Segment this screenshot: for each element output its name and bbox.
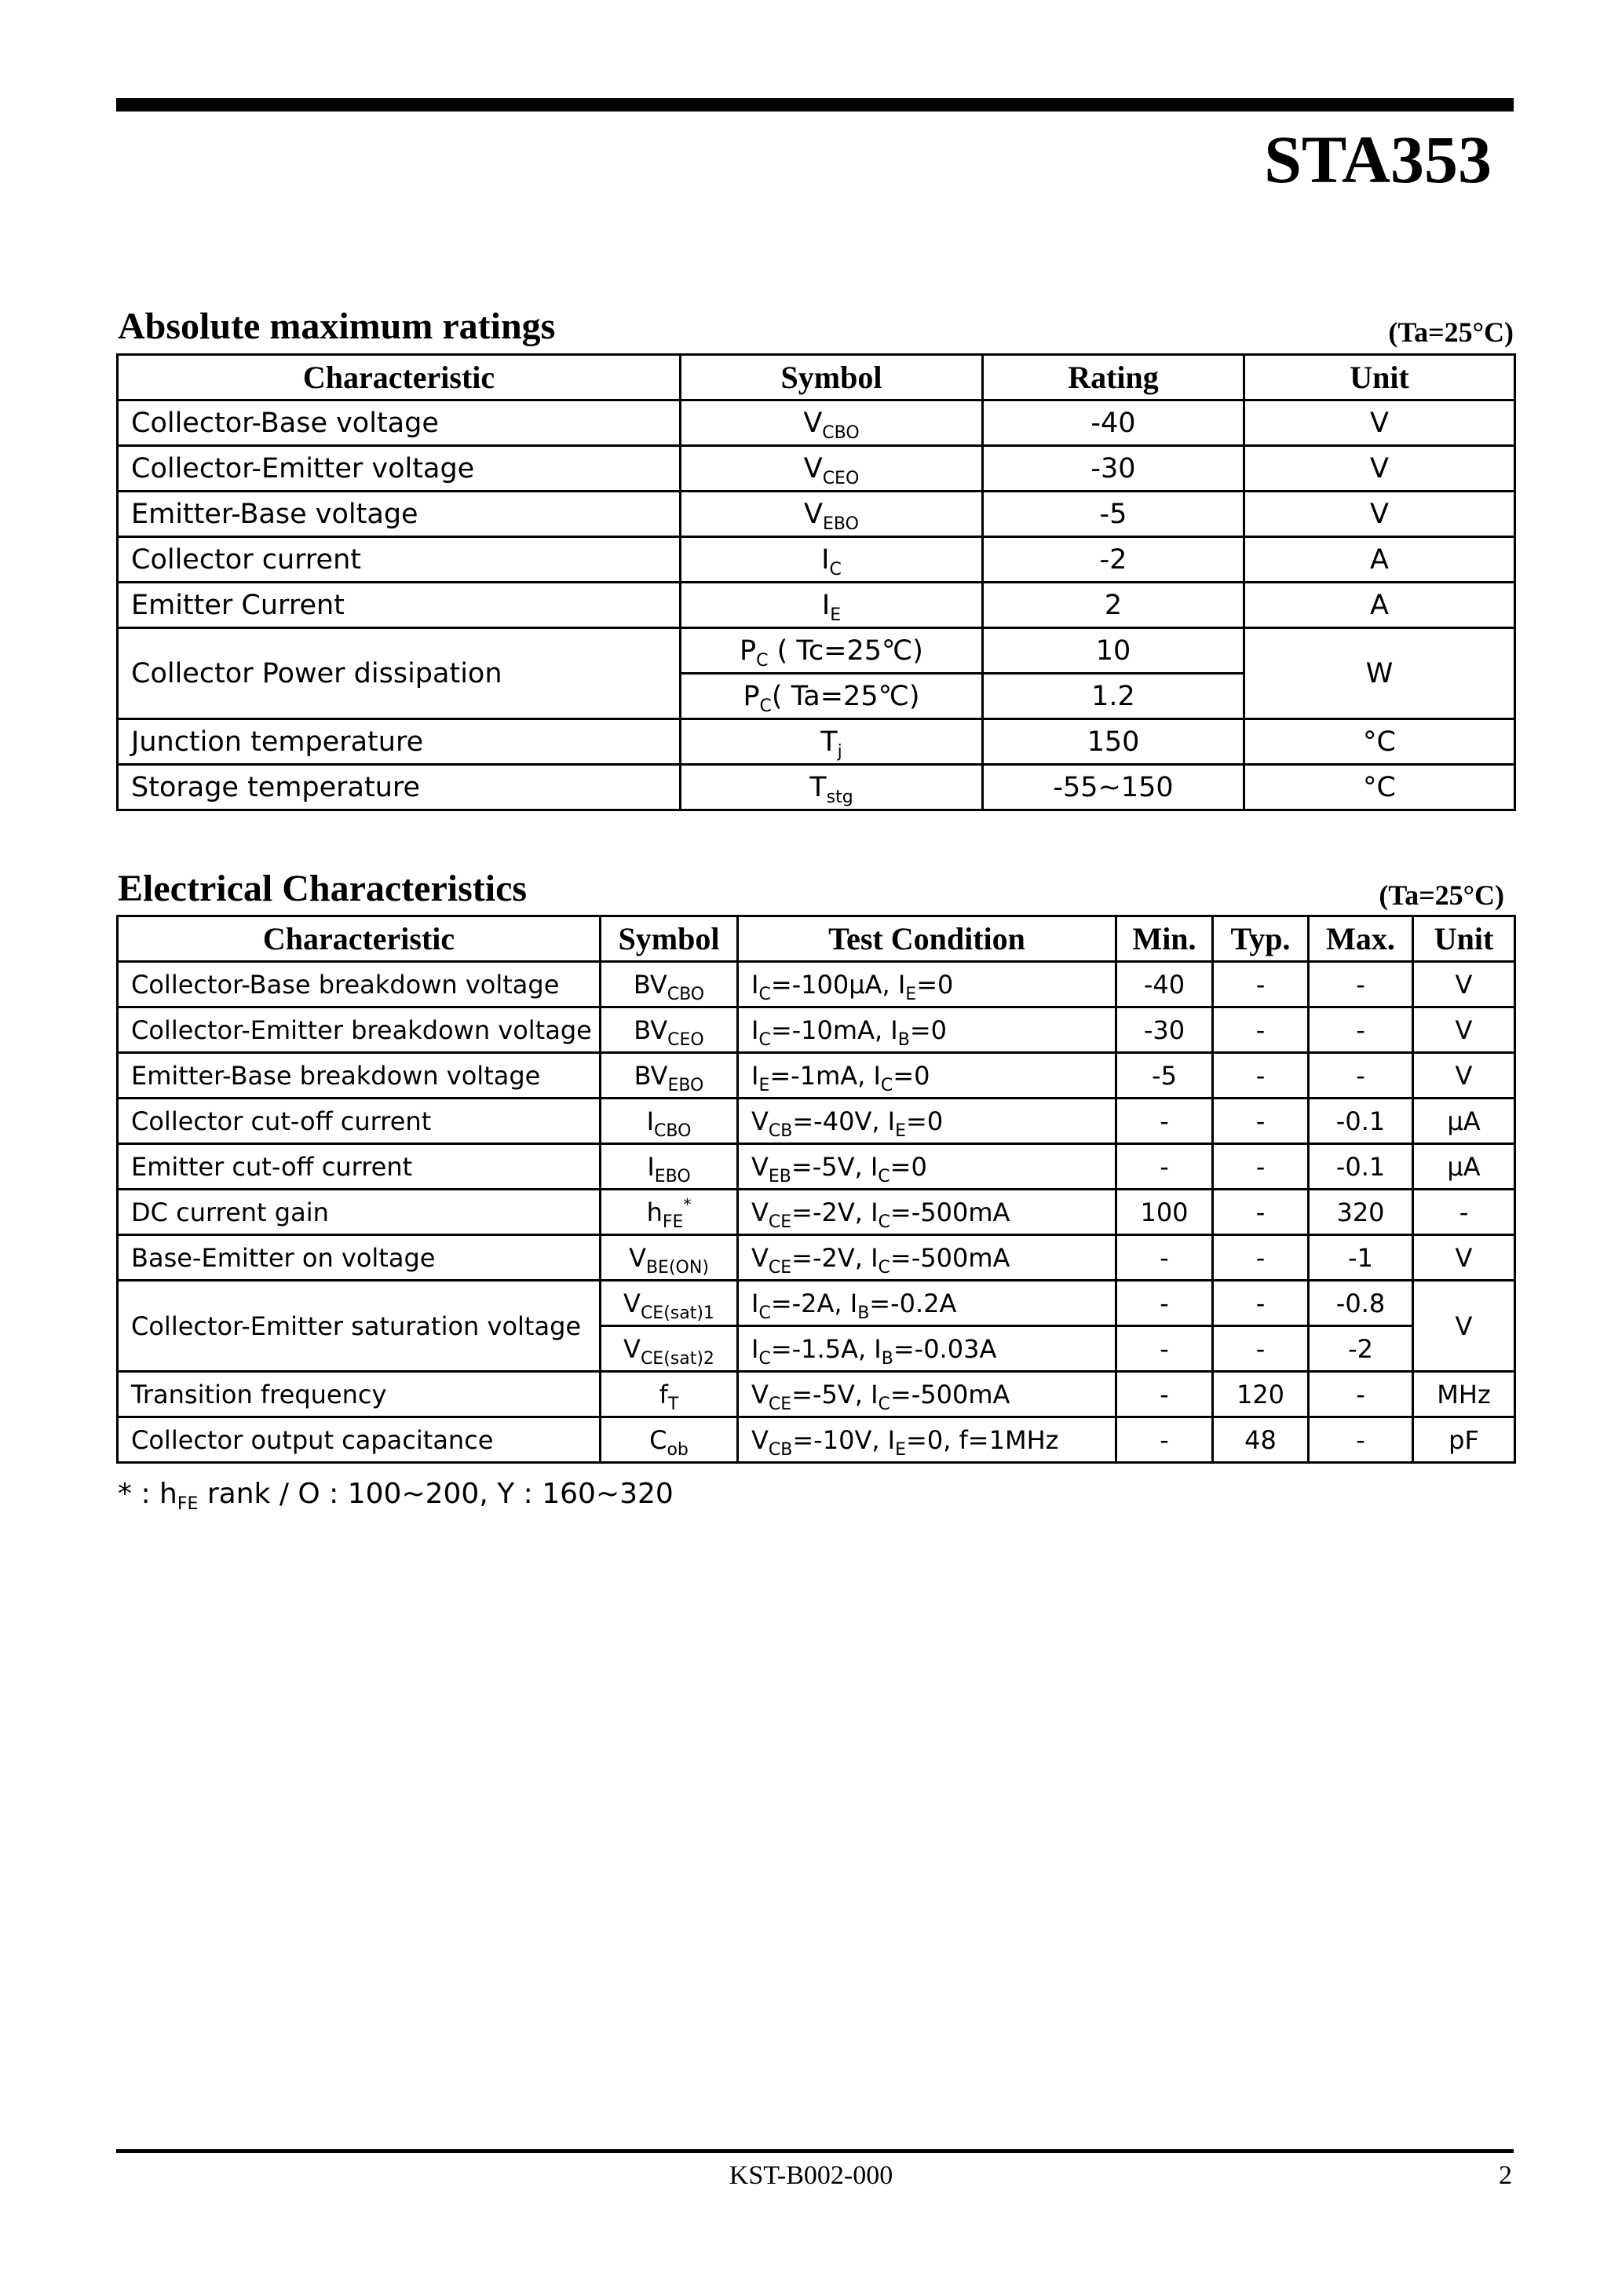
condition-sub: C	[878, 1394, 890, 1414]
symbol-base: V	[803, 407, 823, 439]
symbol-subscript: C	[829, 559, 842, 579]
min-cell: 100	[1116, 1190, 1213, 1235]
condition-var: I	[871, 1242, 879, 1273]
symbol-subscript: FE	[662, 1212, 684, 1232]
condition-sub: CB	[768, 1439, 793, 1460]
condition-var: V	[751, 1424, 769, 1455]
symbol-base: BV	[634, 1015, 668, 1045]
header-test-condition: Test Condition	[738, 916, 1116, 962]
table-row	[118, 1281, 1515, 1326]
symbol-base: BV	[633, 969, 667, 1000]
amr-section-title: Absolute maximum ratings	[118, 305, 556, 347]
condition-sub: C	[878, 1257, 890, 1278]
min-cell: -	[1116, 1326, 1213, 1372]
condition-sub: C	[758, 984, 771, 1004]
characteristic-cell: Storage temperature	[118, 765, 681, 810]
table-row	[118, 719, 1515, 765]
unit-cell: V	[1244, 400, 1515, 446]
table-header-row	[118, 916, 1515, 962]
typ-cell: -	[1213, 1144, 1309, 1190]
symbol-cell	[601, 1099, 738, 1144]
condition-value: =0	[890, 1151, 927, 1182]
characteristic-cell: Emitter-Base breakdown voltage	[118, 1053, 601, 1099]
ec-section-title: Electrical Characteristics	[118, 868, 528, 909]
test-condition-cell	[738, 1144, 1116, 1190]
max-cell: -0.1	[1309, 1144, 1413, 1190]
symbol-subscript: CEO	[822, 468, 860, 488]
condition-var: I	[887, 1424, 896, 1455]
condition-value: =-500mA	[890, 1242, 1010, 1273]
condition-value: =-10mA,	[770, 1015, 891, 1045]
condition-sub: B	[857, 1303, 870, 1323]
table-row	[118, 1007, 1515, 1053]
condition-var: V	[751, 1106, 769, 1136]
condition-value: =-500mA	[890, 1197, 1010, 1227]
rating-cell: -2	[983, 537, 1244, 583]
header-unit: Unit	[1413, 916, 1515, 962]
symbol-suffix: ( Ta=25℃)	[771, 680, 920, 712]
symbol-subscript: E	[830, 605, 842, 625]
condition-value: =-1.5A,	[770, 1333, 875, 1364]
condition-value: =-0.03A	[893, 1333, 997, 1364]
condition-value: =-5V,	[791, 1151, 871, 1182]
min-cell: -40	[1116, 962, 1213, 1007]
unit-cell: A	[1244, 583, 1515, 628]
unit-cell: °C	[1244, 719, 1515, 765]
header-symbol: Symbol	[681, 355, 983, 400]
symbol-subscript: EBO	[823, 514, 859, 534]
symbol-cell	[601, 1144, 738, 1190]
condition-sub: B	[881, 1348, 893, 1369]
test-condition-cell	[738, 1281, 1116, 1326]
symbol-cell	[681, 674, 983, 719]
table-row	[118, 583, 1515, 628]
test-condition-cell	[738, 1190, 1116, 1235]
symbol-cell	[681, 400, 983, 446]
symbol-cell	[681, 628, 983, 674]
min-cell: -30	[1116, 1007, 1213, 1053]
typ-cell: -	[1213, 1099, 1309, 1144]
unit-cell: A	[1244, 537, 1515, 583]
condition-value: =-5V,	[791, 1379, 871, 1409]
unit-cell: V	[1244, 492, 1515, 537]
max-cell: -2	[1309, 1326, 1413, 1372]
condition-var: I	[751, 1015, 759, 1045]
table-row	[118, 492, 1515, 537]
characteristic-cell: DC current gain	[118, 1190, 601, 1235]
characteristic-cell: Transition frequency	[118, 1372, 601, 1417]
table-row	[118, 962, 1515, 1007]
table-row	[118, 537, 1515, 583]
table-row	[118, 1417, 1515, 1463]
condition-var: V	[751, 1242, 769, 1273]
symbol-base: I	[821, 589, 831, 621]
condition-value: =0, f=1MHz	[906, 1424, 1059, 1455]
symbol-cell	[681, 583, 983, 628]
symbol-subscript: CBO	[667, 984, 705, 1004]
table-row	[118, 446, 1515, 492]
test-condition-cell	[738, 1372, 1116, 1417]
symbol-base: C	[649, 1424, 667, 1455]
condition-sub: CE	[768, 1394, 792, 1414]
unit-cell: °C	[1244, 765, 1515, 810]
symbol-subscript: CBO	[654, 1121, 692, 1141]
symbol-subscript: CBO	[822, 422, 860, 443]
amr-condition-note: (Ta=25°C)	[1388, 316, 1514, 348]
condition-sub: EB	[768, 1166, 791, 1186]
test-condition-cell	[738, 1099, 1116, 1144]
characteristic-cell: Collector Power dissipation	[118, 628, 681, 719]
header-symbol: Symbol	[601, 916, 738, 962]
characteristic-cell: Collector-Emitter voltage	[118, 446, 681, 492]
condition-sub: E	[905, 984, 917, 1004]
symbol-subscript: EBO	[654, 1166, 691, 1186]
condition-sub: CE	[768, 1257, 792, 1278]
condition-var: I	[849, 1288, 858, 1318]
unit-cell: μA	[1413, 1099, 1515, 1144]
characteristic-cell: Collector-Emitter breakdown voltage	[118, 1007, 601, 1053]
bottom-rule	[116, 2149, 1514, 2153]
symbol-cell	[601, 1190, 738, 1235]
condition-sub: B	[897, 1029, 910, 1050]
unit-cell: W	[1244, 628, 1515, 719]
part-number-title: STA353	[1264, 122, 1492, 197]
table-row	[118, 1235, 1515, 1281]
typ-cell: -	[1213, 1190, 1309, 1235]
condition-value: =0	[916, 969, 954, 1000]
min-cell: -5	[1116, 1053, 1213, 1099]
typ-cell: -	[1213, 1326, 1309, 1372]
symbol-base: V	[803, 452, 823, 484]
typ-cell: -	[1213, 1007, 1309, 1053]
symbol-cell	[601, 962, 738, 1007]
characteristic-cell: Collector output capacitance	[118, 1417, 601, 1463]
unit-cell: -	[1413, 1190, 1515, 1235]
footnote-prefix: * : h	[118, 1478, 177, 1510]
rating-cell: 10	[983, 628, 1244, 674]
unit-cell: V	[1413, 1007, 1515, 1053]
test-condition-cell	[738, 1007, 1116, 1053]
symbol-base: T	[820, 726, 838, 758]
symbol-subscript: CEO	[667, 1029, 704, 1050]
electrical-characteristics-table	[116, 915, 1516, 1464]
test-condition-cell	[738, 1326, 1116, 1372]
condition-value: =0	[906, 1106, 944, 1136]
condition-value: =-2A,	[770, 1288, 850, 1318]
max-cell: -0.8	[1309, 1281, 1413, 1326]
symbol-base: I	[647, 1151, 655, 1182]
max-cell: -	[1309, 962, 1413, 1007]
condition-sub: E	[758, 1075, 770, 1095]
min-cell: -	[1116, 1372, 1213, 1417]
rating-cell: 2	[983, 583, 1244, 628]
symbol-cell	[681, 492, 983, 537]
hfe-rank-footnote	[118, 1478, 674, 1514]
typ-cell: -	[1213, 1281, 1309, 1326]
symbol-subscript: T	[667, 1394, 679, 1414]
max-cell: -	[1309, 1372, 1413, 1417]
typ-cell: -	[1213, 962, 1309, 1007]
condition-var: I	[871, 1379, 879, 1409]
condition-value: =-2V,	[791, 1242, 871, 1273]
header-unit: Unit	[1244, 355, 1515, 400]
condition-var: I	[890, 1015, 898, 1045]
max-cell: -0.1	[1309, 1099, 1413, 1144]
condition-value: =0	[909, 1015, 947, 1045]
condition-var: I	[751, 1288, 759, 1318]
symbol-cell	[601, 1326, 738, 1372]
condition-value: =-40V,	[792, 1106, 888, 1136]
condition-var: I	[871, 1197, 879, 1227]
test-condition-cell	[738, 962, 1116, 1007]
test-condition-cell	[738, 1417, 1116, 1463]
symbol-cell	[601, 1372, 738, 1417]
symbol-superscript: *	[683, 1194, 692, 1214]
unit-cell: V	[1413, 1235, 1515, 1281]
symbol-subscript: j	[837, 741, 842, 762]
table-row	[118, 1190, 1515, 1235]
condition-sub: C	[758, 1303, 771, 1323]
table-row	[118, 765, 1515, 810]
condition-var: I	[874, 1333, 882, 1364]
symbol-subscript: C	[759, 696, 772, 716]
symbol-base: V	[623, 1333, 641, 1364]
symbol-cell	[681, 765, 983, 810]
symbol-cell	[601, 1417, 738, 1463]
condition-sub: C	[758, 1348, 771, 1369]
typ-cell: 120	[1213, 1372, 1309, 1417]
rating-cell: -40	[983, 400, 1244, 446]
condition-sub: C	[758, 1029, 771, 1050]
min-cell: -	[1116, 1144, 1213, 1190]
symbol-cell	[601, 1053, 738, 1099]
top-rule	[116, 98, 1514, 112]
condition-var: I	[870, 1151, 879, 1182]
symbol-subscript: stg	[826, 787, 853, 807]
unit-cell: V	[1413, 1053, 1515, 1099]
symbol-subscript: CE(sat)1	[640, 1303, 714, 1323]
condition-var: I	[873, 1060, 881, 1091]
symbol-subscript: C	[756, 650, 769, 671]
table-row	[118, 1099, 1515, 1144]
condition-sub: C	[878, 1166, 890, 1186]
header-typ: Typ.	[1213, 916, 1309, 962]
condition-sub: C	[880, 1075, 893, 1095]
typ-cell: 48	[1213, 1417, 1309, 1463]
rating-cell: 1.2	[983, 674, 1244, 719]
table-row	[118, 1144, 1515, 1190]
document-code: KST-B002-000	[729, 2161, 893, 2190]
symbol-subscript: EBO	[667, 1075, 704, 1095]
symbol-base: h	[646, 1197, 663, 1227]
typ-cell: -	[1213, 1053, 1309, 1099]
condition-value: =0	[893, 1060, 930, 1091]
header-rating: Rating	[983, 355, 1244, 400]
footnote-text: rank / O : 100~200, Y : 160~320	[198, 1478, 674, 1510]
condition-sub: CE	[768, 1212, 792, 1232]
characteristic-cell: Collector current	[118, 537, 681, 583]
symbol-cell	[601, 1007, 738, 1053]
absolute-maximum-ratings-table	[116, 353, 1516, 811]
characteristic-cell: Collector cut-off current	[118, 1099, 601, 1144]
unit-cell: MHz	[1413, 1372, 1515, 1417]
symbol-base: V	[804, 498, 823, 530]
unit-cell: pF	[1413, 1417, 1515, 1463]
characteristic-cell: Collector-Base breakdown voltage	[118, 962, 601, 1007]
symbol-cell	[681, 719, 983, 765]
condition-var: I	[751, 1060, 759, 1091]
max-cell: -	[1309, 1053, 1413, 1099]
condition-sub: C	[878, 1212, 890, 1232]
symbol-base: V	[629, 1242, 646, 1273]
ec-condition-note: (Ta=25°C)	[1379, 879, 1504, 911]
condition-sub: CB	[768, 1121, 793, 1141]
symbol-base: V	[623, 1288, 641, 1318]
table-row	[118, 1372, 1515, 1417]
header-characteristic: Characteristic	[118, 355, 681, 400]
rating-cell: -5	[983, 492, 1244, 537]
characteristic-cell: Base-Emitter on voltage	[118, 1235, 601, 1281]
min-cell: -	[1116, 1417, 1213, 1463]
condition-value: =-10V,	[792, 1424, 888, 1455]
symbol-subscript: CE(sat)2	[640, 1348, 714, 1369]
min-cell: -	[1116, 1099, 1213, 1144]
max-cell: -	[1309, 1007, 1413, 1053]
condition-sub: E	[895, 1121, 907, 1141]
symbol-suffix: ( Tc=25℃)	[768, 634, 923, 667]
characteristic-cell: Junction temperature	[118, 719, 681, 765]
header-min: Min.	[1116, 916, 1213, 962]
condition-value: =-100μA,	[770, 969, 898, 1000]
symbol-base: P	[740, 634, 757, 667]
symbol-base: BV	[634, 1060, 668, 1091]
symbol-subscript: ob	[667, 1439, 689, 1460]
rating-cell: -55~150	[983, 765, 1244, 810]
footnote-sub: FE	[177, 1494, 199, 1514]
condition-var: I	[897, 969, 906, 1000]
unit-cell: V	[1413, 1281, 1515, 1372]
condition-var: I	[887, 1106, 896, 1136]
condition-value: =-2V,	[791, 1197, 871, 1227]
symbol-cell	[681, 446, 983, 492]
unit-cell: V	[1244, 446, 1515, 492]
condition-var: I	[751, 969, 759, 1000]
condition-var: V	[751, 1197, 769, 1227]
symbol-base: I	[821, 543, 830, 576]
table-row	[118, 628, 1515, 674]
min-cell: -	[1116, 1235, 1213, 1281]
unit-cell: μA	[1413, 1144, 1515, 1190]
symbol-base: T	[809, 771, 827, 803]
table-row	[118, 1053, 1515, 1099]
max-cell: -	[1309, 1417, 1413, 1463]
condition-sub: E	[895, 1439, 907, 1460]
header-max: Max.	[1309, 916, 1413, 962]
characteristic-cell: Emitter Current	[118, 583, 681, 628]
condition-value: =-500mA	[890, 1379, 1010, 1409]
min-cell: -	[1116, 1281, 1213, 1326]
condition-value: =-0.2A	[869, 1288, 957, 1318]
header-characteristic: Characteristic	[118, 916, 601, 962]
unit-cell: V	[1413, 962, 1515, 1007]
condition-var: V	[751, 1379, 769, 1409]
characteristic-cell: Collector-Base voltage	[118, 400, 681, 446]
symbol-cell	[601, 1235, 738, 1281]
symbol-base: f	[659, 1379, 668, 1409]
symbol-base: P	[743, 680, 760, 712]
table-header-row	[118, 355, 1515, 400]
test-condition-cell	[738, 1235, 1116, 1281]
rating-cell: -30	[983, 446, 1244, 492]
symbol-cell	[681, 537, 983, 583]
max-cell: -1	[1309, 1235, 1413, 1281]
page-number: 2	[1499, 2161, 1512, 2190]
characteristic-cell: Emitter cut-off current	[118, 1144, 601, 1190]
rating-cell: 150	[983, 719, 1244, 765]
symbol-subscript: BE(ON)	[645, 1257, 709, 1278]
max-cell: 320	[1309, 1190, 1413, 1235]
condition-var: V	[751, 1151, 769, 1182]
condition-var: I	[751, 1333, 759, 1364]
symbol-base: I	[646, 1106, 655, 1136]
symbol-cell	[601, 1281, 738, 1326]
characteristic-cell: Emitter-Base voltage	[118, 492, 681, 537]
test-condition-cell	[738, 1053, 1116, 1099]
table-row	[118, 400, 1515, 446]
characteristic-cell: Collector-Emitter saturation voltage	[118, 1281, 601, 1372]
condition-value: =-1mA,	[769, 1060, 874, 1091]
typ-cell: -	[1213, 1235, 1309, 1281]
